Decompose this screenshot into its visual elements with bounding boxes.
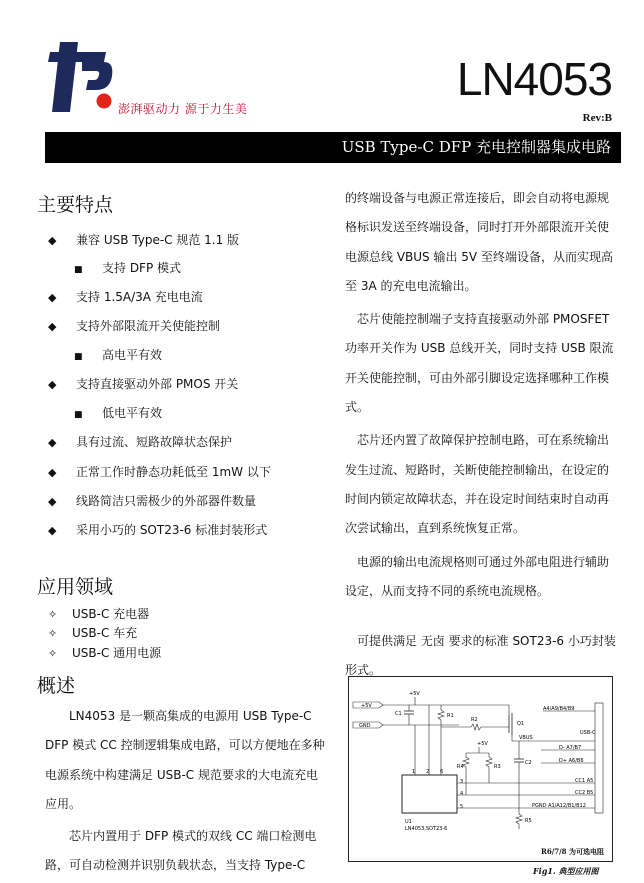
feature-item [48, 463, 271, 480]
bullet-marker: ◆ [48, 466, 57, 479]
feature-text: 支持 DFP 模式 [102, 261, 182, 275]
overview-paragraph: 的终端设备与电源正常连接后，即会自动将电源规格标识发送至终端设备，同时打开外部限流开关使电源总线 VBUS 输出 5V 至终端设备，从而实现高至 3A 的充电电流输出。 [345, 191, 613, 293]
applications-heading: 应用领域 [37, 576, 114, 598]
cc2-label: CC2 B5 [575, 790, 594, 796]
r3-label: R3 [494, 764, 501, 770]
feature-item [48, 231, 239, 248]
bullet-marker: ■ [74, 410, 83, 420]
application-item [48, 605, 149, 622]
v5-top-label: +5V [409, 691, 420, 697]
pin1-label: 1 [412, 769, 416, 775]
feature-item [48, 317, 220, 334]
feature-text: 兼容 USB Type-C 规范 1.1 版 [76, 233, 240, 247]
r4-label: R4 [457, 764, 464, 770]
feature-item [74, 404, 162, 421]
feature-text: 正常工作时静态功耗低至 1mW 以下 [76, 465, 271, 479]
gnd-label: GND [359, 723, 371, 729]
pin3-label: 3 [460, 779, 464, 785]
usbc-label: USB-C [580, 730, 596, 736]
pin6-label: 6 [440, 769, 444, 775]
application-item [48, 624, 137, 641]
q1-label: Q1 [517, 721, 525, 727]
title-banner [45, 132, 621, 163]
bullet-marker: ◆ [48, 291, 57, 304]
bullet-marker: ◆ [48, 524, 57, 537]
revision: Rev:B [582, 112, 612, 124]
application-schematic [348, 676, 613, 862]
feature-text: 支持外部限流开关使能控制 [76, 319, 221, 333]
pins-top-label: A4/A9/B4/B9 [543, 706, 575, 712]
usbc-connector [595, 703, 603, 813]
feature-item [48, 521, 267, 538]
figure-caption: Fig1. 典型应用图 [533, 866, 599, 876]
feature-item [74, 346, 162, 363]
ic-u1 [402, 775, 457, 813]
application-text: USB-C 通用电源 [72, 646, 162, 660]
application-text: USB-C 充电器 [72, 607, 150, 621]
feature-item [74, 259, 181, 276]
overview-right-column [345, 184, 617, 686]
overview-left-column [45, 702, 325, 881]
feature-text: 低电平有效 [102, 406, 163, 420]
v5-mid-label: +5V [477, 741, 488, 747]
overview-paragraph: 电源的输出电流规格则可通过外部电阻进行辅助设定，从而支持不同的系统电流规格。 [345, 554, 610, 598]
bullet-marker: ■ [74, 265, 83, 275]
overview-paragraph: 可提供满足 无卤 要求的标准 SOT23-6 小巧封装形式。 [345, 634, 616, 678]
overview-paragraph: 芯片还内置了故障保护控制电路，可在系统输出发生过流、短路时，关断使能控制输出，在设定的时间内锁定故障状态，并在设定时间结束时自动再次尝试输出，直到系统恢复正常。 [345, 433, 610, 536]
pin5-label: 5 [460, 804, 464, 810]
bullet-marker: ◆ [48, 234, 57, 247]
application-item [48, 644, 161, 661]
r2-label: R2 [471, 717, 478, 723]
dm-label: D- A7/B7 [559, 745, 582, 751]
feature-item [48, 375, 238, 392]
figure-note: R6/7/8 为可选电阻 [541, 847, 604, 856]
bullet-marker: ◆ [48, 436, 57, 449]
bullet-marker: ✧ [48, 627, 58, 640]
r5-label: R5 [525, 818, 532, 824]
bullet-marker: ◆ [48, 378, 57, 391]
feature-text: 高电平有效 [102, 348, 163, 362]
document-subtitle: USB Type-C DFP 充电控制器集成电路 [341, 138, 611, 156]
feature-text: 线路简洁只需极少的外部器件数量 [76, 494, 257, 508]
pin4-label: 4 [460, 791, 464, 797]
bullet-marker: ◆ [48, 495, 57, 508]
u1-label: U1 [405, 819, 412, 825]
feature-item [48, 288, 203, 305]
c2-label: C2 [525, 760, 532, 766]
u1-part-label: LN4053,SOT23-6 [405, 826, 448, 832]
part-number: LN4053 [456, 53, 612, 105]
pin2-label: 2 [426, 769, 430, 775]
overview-paragraph: LN4053 是一颗高集成的电源用 USB Type-C DFP 模式 CC 控制逻辑集成电路，可以方便地在多种电源系统中构建满足 USB-C 规范要求的大电流充电应用。 [45, 709, 325, 811]
vbus-label: VBUS [519, 735, 533, 741]
vin-label: +5V [361, 703, 372, 709]
feature-text: 支持直接驱动外部 PMOS 开关 [76, 377, 239, 391]
company-logo [48, 38, 118, 118]
bullet-marker: ✧ [48, 647, 58, 660]
r1-label: R1 [447, 713, 454, 719]
overview-paragraph: 芯片使能控制端子支持直接驱动外部 PMOSFET 功率开关作为 USB 总线开关，同时支持 USB 限流开关使能控制，可由外部引脚设定选择哪种工作模式。 [345, 312, 614, 415]
feature-item [48, 492, 256, 509]
application-text: USB-C 车充 [72, 626, 138, 640]
feature-text: 具有过流、短路故障状态保护 [76, 435, 233, 449]
feature-item [48, 433, 232, 450]
overview-paragraph: 芯片内置用于 DFP 模式的双线 CC 端口检测电路，可自动检测并识别负载状态，当支持 Type-C [45, 829, 317, 873]
bullet-marker: ◆ [48, 320, 57, 333]
feature-text: 采用小巧的 SOT23-6 标准封装形式 [76, 523, 268, 537]
pgnd-label: PGND A1/A12/B1/B12 [532, 803, 586, 809]
bullet-marker: ✧ [48, 608, 58, 621]
overview-heading: 概述 [37, 675, 76, 697]
feature-text: 支持 1.5A/3A 充电电流 [76, 290, 203, 304]
features-heading: 主要特点 [37, 194, 114, 216]
cc1-label: CC1 A5 [575, 778, 594, 784]
dp-label: D+ A6/B6 [559, 758, 584, 764]
c1-label: C1 [395, 711, 402, 717]
bullet-marker: ■ [74, 352, 83, 362]
slogan: 澎湃驱动力 源于力生美 [118, 102, 248, 116]
